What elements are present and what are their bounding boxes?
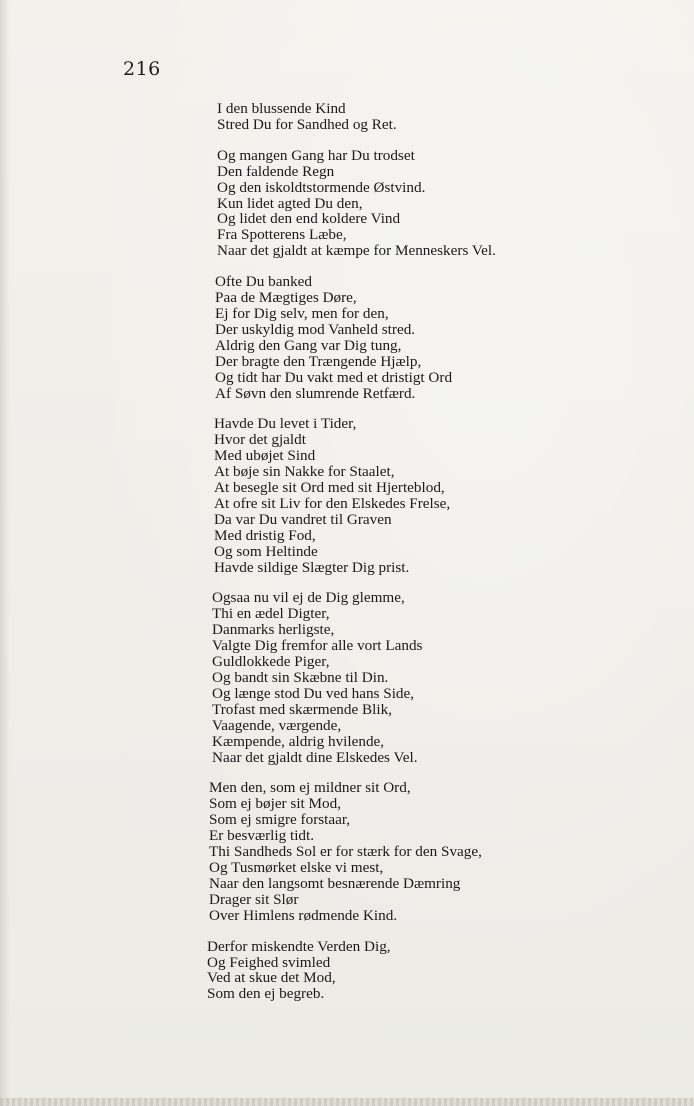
poem-line: Af Søvn den slumrende Retfærd. [215,384,416,402]
stanza-5 [212,590,676,765]
poem-line: Havde Du levet i Tider, [214,415,357,433]
stanza-2 [217,148,676,259]
poem-line: Med ubøjet Sind [214,447,316,465]
poem-line: Den faldende Regn [217,162,335,180]
poem-line: Naar den langsomt besnærende Dæmring [209,874,461,892]
stanza-6 [209,780,676,923]
poem-line: Drager sit Slør [209,890,299,908]
poem-line: Derfor miskendte Verden Dig, [207,937,391,955]
poem-line: Vaagende, værgende, [212,716,342,734]
page-left-edge [0,0,10,1106]
poem-line: Naar det gjaldt dine Elskedes Vel. [212,748,418,766]
poem-line: Og Feighed svimled [207,953,331,971]
poem-line: Over Himlens rødmende Kind. [209,906,398,924]
poem-line: Som den ej begreb. [207,985,325,1003]
poem-line: Da var Du vandret til Graven [214,510,392,528]
poem-line: Hvor det gjaldt [214,431,306,449]
stanza-3 [215,274,676,401]
poem-line: Kun lidet agted Du den, [217,194,363,212]
poem-line: Der bragte den Trængende Hjælp, [215,352,422,370]
poem-line: Men den, som ej mildner sit Ord, [209,779,411,797]
stanza-7 [207,939,676,1003]
poem-line: Fra Spotterens Læbe, [217,226,347,244]
poem-body [206,101,676,1017]
poem-line: Ogsaa nu vil ej de Dig glemme, [212,589,405,607]
poem-line: Naar det gjaldt at kæmpe for Menneskers Vel. [217,242,496,260]
poem-line: Stred Du for Sandhed og Ret. [217,115,397,133]
poem-line: Og længe stod Du ved hans Side, [212,684,415,702]
poem-line: Havde sildige Slægter Dig prist. [214,558,410,576]
poem-line: Guldlokkede Piger, [212,653,330,671]
poem-line: Og den iskoldtstormende Østvind. [217,178,426,196]
poem-line: Aldrig den Gang var Dig tung, [215,336,402,354]
poem-line: Og bandt sin Skæbne til Din. [212,669,389,686]
poem-line: Med dristig Fod, [214,526,316,544]
poem-line: Der uskyldig mod Vanheld stred. [215,320,416,338]
poem-line: Danmarks herligste, [212,621,335,639]
poem-line: Er besværlig tidt. [209,827,315,845]
poem-line: Og Tusmørket elske vi mest, [209,858,384,876]
poem-line: Paa de Mægtiges Døre, [215,289,357,307]
poem-line: Og som Heltinde [214,542,318,560]
poem-line: Ej for Dig selv, men for den, [215,304,389,322]
poem-line: Som ej bøjer sit Mod, [209,795,342,813]
poem-line: Ved at skue det Mod, [207,969,336,987]
page-number: 216 [123,58,161,80]
poem-line: Ofte Du banked [215,273,312,291]
poem-line: At bøje sin Nakke for Staalet, [214,463,395,481]
poem-line: Og lidet den end koldere Vind [217,210,401,228]
poem-line: Kæmpende, aldrig hvilende, [212,732,385,750]
poem-line: Thi en ædel Digter, [212,605,330,623]
poem-line: Som ej smigre forstaar, [209,811,351,829]
page-bottom-edge [0,1098,694,1106]
poem-line: Og mangen Gang har Du trodset [217,146,415,164]
poem-line: At ofre sit Liv for den Elskedes Frelse, [214,494,451,512]
poem-line: At besegle sit Ord med sit Hjerteblod, [214,479,445,497]
poem-line: Thi Sandheds Sol er for stærk for den Svage, [209,843,482,861]
stanza-4 [214,416,676,575]
poem-line: Og tidt har Du vakt med et dristigt Ord [215,368,453,386]
poem-line: Trofast med skærmende Blik, [212,700,392,718]
poem-line: I den blussende Kind [217,100,346,117]
stanza-1 [217,101,676,133]
poem-line: Valgte Dig fremfor alle vort Lands [212,637,423,655]
